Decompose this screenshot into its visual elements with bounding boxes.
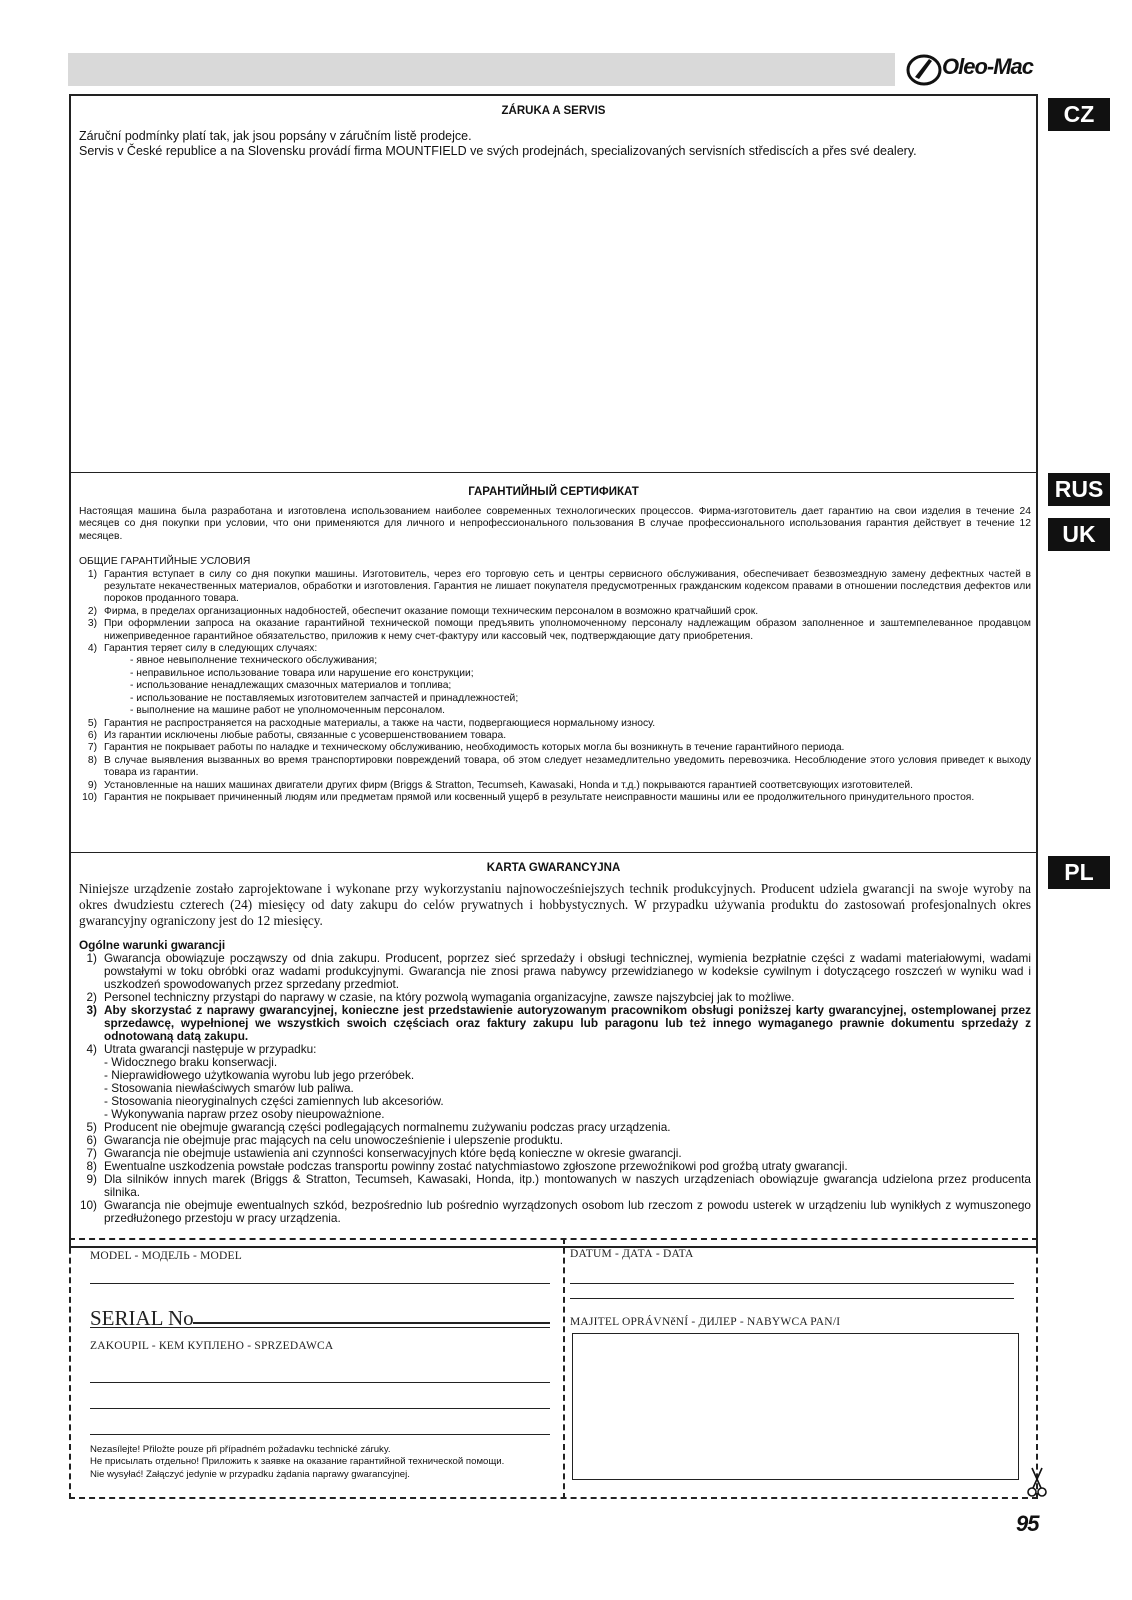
note-cz: Nezasílejte! Přiložte pouze při případném požadavku technické záruky. (90, 1444, 391, 1455)
sub-item: - Nieprawidłowego użytkowania wyrobu lub jego przeróbek. (104, 1068, 415, 1082)
section-divider (69, 472, 1038, 473)
coupon-note (90, 1444, 550, 1481)
sub-item: - явное невыполнение технического обслуживания; (130, 655, 378, 667)
list-item: 9) Dla silników innych marek (Briggs & Stratton, Tecumseh, Kawasaki, Honda, itp.) montowanych w naszych urządzeniach obowiązuje gwarancja udzielona przez producenta silnika. (86, 1172, 1031, 1199)
tab-pl: PL (1048, 856, 1110, 889)
list-item: 1) Gwarancja obowiązuje począwszy od dnia zakupu. Producent, poprzez sieć sprzedaży i obsługi technicznej, wymienia bezpłatnie części z wadami materiałowymi, wadami powstałymi w toku obróbki oraz wadami produkcyjnymi. Gwarancja nie znosi prawa nabywcy przewidzianego w kodeksie cywilnym i dotyczącego roszczeń w wyniku wad i uszkodzeń spowodowanych przez sprzedany przedmiot. (86, 951, 1031, 991)
serial-underline (90, 1327, 550, 1328)
cz-section-title: ZÁRUKA A SERVIS (501, 105, 606, 117)
sub-item: - Wykonywania napraw przez osoby nieupoważnione. (104, 1107, 385, 1121)
tab-uk: UK (1048, 518, 1110, 551)
rus-conditions-list (79, 569, 1031, 805)
pl-section-title: KARTA GWARANCYJNA (486, 862, 621, 874)
note-pl: Nie wysyłać! Załączyć jedynie w przypadku żądania naprawy gwarancyjnej. (90, 1468, 410, 1480)
dealer-label: MAJITEL OPRÁVNěNÍ - ДИЛЕР - NABYWCA PAN/I (570, 1316, 841, 1328)
tab-cz: CZ (1048, 98, 1110, 131)
rus-section-title: ГАРАНТИЙНЫЙ СЕРТИФИКАТ (468, 486, 639, 498)
rus-subtitle: ОБЩИЕ ГАРАНТИЙНЫЕ УСЛОВИЯ (79, 556, 251, 568)
serial-label: SERIAL No (90, 1306, 194, 1330)
bought-field-line-2[interactable] (90, 1408, 550, 1409)
list-item: 3) При оформлении запроса на оказание гарантийной технической помощи предъявить уполномоченному персоналу надлежащим образом заполненное и заштемпелеванное продавцом нижеприведенное гарантийное обязательство, приложив к нему счет-фактуру или кассовый чек, подтверждающие дату приобретения. (87, 618, 1031, 642)
list-item: 3) Aby skorzystać z naprawy gwarancyjnej, konieczne jest przedstawienie autoryzowanym pracownikom obsługi poniższej karty gwarancyjnej, ostemplowanej przez sprzedawcę, wypełnionej we wszystkich swoich częściach oraz faktury zakupu lub paragonu lub też innego wymaganego prawnie dokumentu sprzedaży z odnotowaną datą zakupu. (86, 1003, 1031, 1043)
sub-item: - выполнение на машине работ не уполномоченным персоналом. (130, 705, 446, 717)
list-item: 7) Gwarancja nie obejmuje ustawienia ani czynności konserwacyjnych które będą konieczne w okresie gwarancji. (86, 1146, 682, 1160)
pl-conditions-list (79, 952, 1031, 1225)
cz-line: Záruční podmínky platí tak, jak jsou popsány v záručním listě prodejce. (79, 129, 472, 143)
rus-intro: Настоящая машина была разработана и изготовлена использованием наиболее современных технологических процессов. Фирма-изготовитель дает гарантию на свои изделия в течение 24 месяцев со дня покупки при условии, что они применяются для личного и непрофессионального пользования В случае профессионального использования гарантия действует в течение 12 месяцев. (79, 506, 1031, 542)
serial-field[interactable] (193, 1322, 550, 1324)
list-item: 4) Гарантия теряет силу в следующих случаях: - явное невыполнение технического обслуживания; - неправильное использование товара или нарушение его конструкции; - использование ненадлежащих смазочных материалов и топлива; - использование не поставляемых изготовителем запчастей и принадлежностей; - выполнение на машине работ не уполномоченным персоналом. (79, 643, 1031, 717)
oleo-mac-logo (905, 51, 1047, 87)
sub-item: - Stosowania nieoryginalnych części zamiennych lub akcesoriów. (104, 1094, 444, 1108)
page-number: 95 (1016, 1511, 1039, 1536)
list-item: 9) Установленные на наших машинах двигатели других фирм (Briggs & Stratton, Tecumseh, Kawasaki, Honda и т.д.) покрываются гарантией соответсвующих изготовителей. (87, 779, 914, 791)
bought-field-line-3[interactable] (90, 1434, 550, 1435)
list-item: 5) Гарантия не распространяется на расходные материалы, а также на части, подвергающиеся нормальному износу. (87, 717, 656, 729)
model-label: MODEL - МОДЕЛЬ - MODEL (90, 1250, 242, 1262)
tab-rus: RUS (1048, 473, 1110, 506)
bought-label: ZAKOUPIL - КЕМ КУПЛЕНО - SPRZEDAWCA (90, 1340, 334, 1352)
brand-name: Oleo-Mac (942, 54, 1034, 79)
scissors-icon (1026, 1466, 1048, 1498)
list-item: 7) Гарантия не покрывает работы по наладке и техническому обслуживанию, необходимость которых могла бы возникнуть в течение гарантийного периода. (87, 742, 845, 754)
date-field-line-2[interactable] (570, 1298, 1014, 1299)
list-item: 10) Gwarancja nie obejmuje ewentualnych szkód, bezpośrednio lub pośrednio wyrządzonych osobom lub rzeczom z powodu usterek w urządzeniu lub wynikłych z wymuszonego przedłużonego przestoju w pracy urządzenia. (79, 1198, 1031, 1225)
dealer-stamp-box[interactable] (572, 1333, 1019, 1480)
logo-mark-icon (905, 51, 945, 87)
sub-item: - использование не поставляемых изготовителем запчастей и принадлежностей; (130, 692, 519, 704)
pl-subtitle: Ogólne warunki gwarancji (79, 938, 226, 952)
list-item: 6) Gwarancja nie obejmuje prac mających na celu unowocześnienie i ulepszenie produktu. (86, 1133, 564, 1147)
list-item: 5) Producent nie obejmuje gwarancją części podlegających normalnemu zużywaniu podczas pracy urządzenia. (86, 1120, 671, 1134)
list-item: 8) В случае выявления вызванных во время транспортировки повреждений товара, об этом следует незамедлительно уведомить перевозчика. Несоблюдение этого условия приведет к выходу товара из гарантии. (87, 754, 1031, 779)
date-label: DATUM - ДАТА - DATA (570, 1248, 694, 1260)
header-bar (68, 53, 895, 86)
sub-item: - использование ненадлежащих смазочных материалов и топлива; (130, 680, 452, 692)
model-field[interactable] (90, 1283, 550, 1284)
date-field-line-1[interactable] (570, 1283, 1014, 1284)
pl-body (79, 939, 1031, 1225)
sub-item: - Stosowania niewłaściwych smarów lub paliwa. (104, 1081, 354, 1095)
cz-line: Servis v České republice a na Slovensku provádí firma MOUNTFIELD ve svých prodejnách, specializovaných servisních střediscích a přes své dealery. (79, 144, 917, 158)
cz-text (79, 129, 1031, 159)
pl-intro: Niniejsze urządzenie zostało zaprojektowane i wykonane przy wykorzystaniu najnowocześniejszych technik produkcyjnych. Producent udziela gwarancji na swoje wyroby na okres dwudziestu czterech (24) miesięcy od daty zakupu do celów prywatnych i hobbystycznych. W przypadku używania produktu do zastosowań profesjonalnych okres gwarancyjny ograniczony jest do 12 miesięcy. (79, 881, 1031, 928)
list-item: 10) Гарантия не покрывает причиненный людям или предметам прямой или косвенный ущерб в результате неисправности машины или ее продолжительного принудительного простоя. (82, 791, 975, 803)
note-rus: Не присылать отдельно! Приложить к заявке на оказание гарантийной технической помощи. (90, 1456, 505, 1468)
list-item: 2) Personel techniczny przystąpi do naprawy w czasie, na który pozwolą wymagania organizacyjne, zawsze najszybciej jak to możliwe. (86, 990, 795, 1004)
rus-body (79, 506, 1031, 804)
sub-item: - Widocznego braku konserwacji. (104, 1055, 278, 1069)
list-item: 2) Фирма, в пределах организационных надобностей, обеспечит оказание помощи техническим персоналом в возможно кратчайший срок. (87, 605, 759, 617)
coupon-divider (563, 1238, 565, 1499)
list-item: 4) Utrata gwarancji następuje w przypadku: - Widocznego braku konserwacji. - Nieprawidłowego użytkowania wyrobu lub jego przeróbek. - Stosowania niewłaściwych smarów lub paliwa. - Stosowania nieoryginalnych części zamiennych lub akcesoriów. - Wykonywania napraw przez osoby nieupoważnione. (79, 1043, 1031, 1121)
section-divider (69, 852, 1038, 853)
bought-field-line-1[interactable] (90, 1382, 550, 1383)
list-item: 6) Из гарантии исключены любые работы, связанные с усовершенствованием товара. (87, 729, 507, 741)
list-item: 1) Гарантия вступает в силу со дня покупки машины. Изготовитель, через его торговую сеть и центры сервисного обслуживания, обеспечивает безвозмездную замену дефектных частей в результате некачественных материалов, обработки и изготовления. Гарантия не лишает покупателя предусмотренных гражданским кодексом правами в отношении последствия дефектов или пороков проданного товара. (87, 568, 1031, 605)
list-item: 8) Ewentualne uszkodzenia powstałe podczas transportu powinny zostać natychmiastowo zgłoszone przewoźnikowi pod groźbą utraty gwarancji. (86, 1159, 848, 1173)
sub-item: - неправильное использование товара или нарушение его конструкции; (130, 667, 474, 679)
